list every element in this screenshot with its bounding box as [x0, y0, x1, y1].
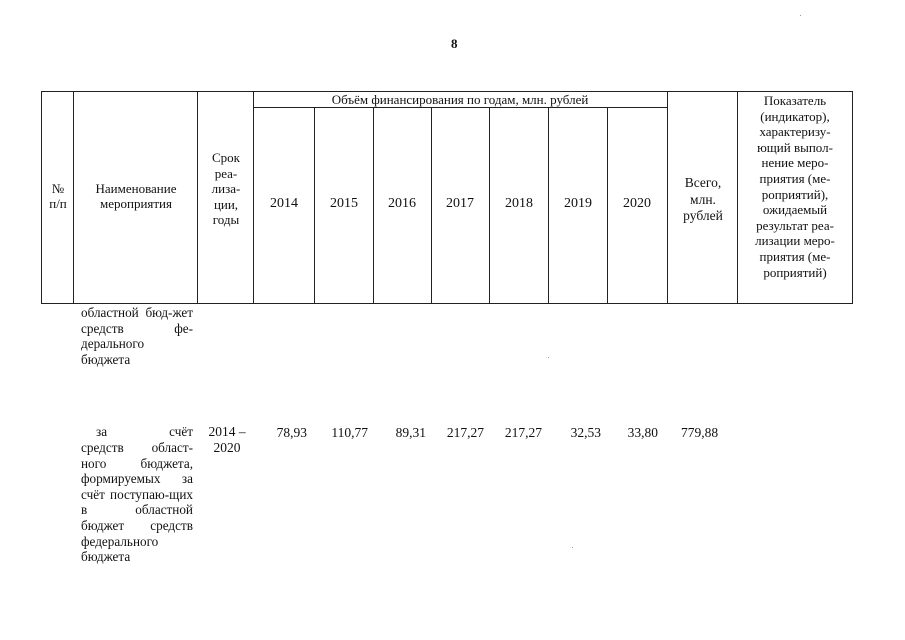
header-term: Срок реа-лиза-ции, годы — [211, 150, 241, 227]
row-2-name: средств област-ного бюджета, формируемых за счёт поступаю-щих в областной бюджет средств федерального бюджета — [81, 440, 193, 565]
year-2019: 2019 — [564, 196, 592, 211]
row-2-value-2017: 217,27 — [446, 425, 484, 440]
year-2017: 2017 — [446, 196, 474, 211]
row-2-name-first: за счёт — [96, 424, 193, 439]
scan-speck — [548, 357, 549, 358]
row-2-value-2014: 78,93 — [276, 425, 307, 440]
row-2-term: 2014 – 2020 — [208, 424, 246, 455]
row-1-name: областной бюд-жет средств фе-дерального бюджета — [81, 305, 193, 367]
row-2-value-2015: 110,77 — [331, 425, 368, 440]
page-number: 8 — [451, 36, 458, 51]
header-total: Всего, млн. рублей — [683, 175, 723, 223]
row-2-name-first-line — [96, 424, 193, 440]
scan-speck — [800, 15, 801, 16]
row-2-value-2020: 33,80 — [627, 425, 658, 440]
header-indicator: Показатель (индикатор), характеризу-ющий выпол-нение меро-приятия (ме-роприятий), ожидаемый результат реа-лизации меро-приятия (ме-роприятий) — [755, 93, 835, 280]
header-name: Наименование мероприятия — [95, 181, 177, 211]
header-number: № п/п — [49, 181, 67, 211]
year-2018: 2018 — [505, 196, 533, 211]
row-2-value-2016: 89,31 — [395, 425, 426, 440]
row-2-value-2019: 32,53 — [570, 425, 601, 440]
year-2014: 2014 — [270, 196, 298, 211]
scan-speck — [572, 547, 573, 548]
row-2-value-2018: 217,27 — [504, 425, 542, 440]
year-2015: 2015 — [330, 196, 358, 211]
row-2-total: 779,88 — [681, 425, 719, 440]
year-2016: 2016 — [388, 196, 416, 211]
year-2020: 2020 — [623, 196, 651, 211]
header-financing: Объём финансирования по годам, млн. рублей — [331, 92, 589, 107]
